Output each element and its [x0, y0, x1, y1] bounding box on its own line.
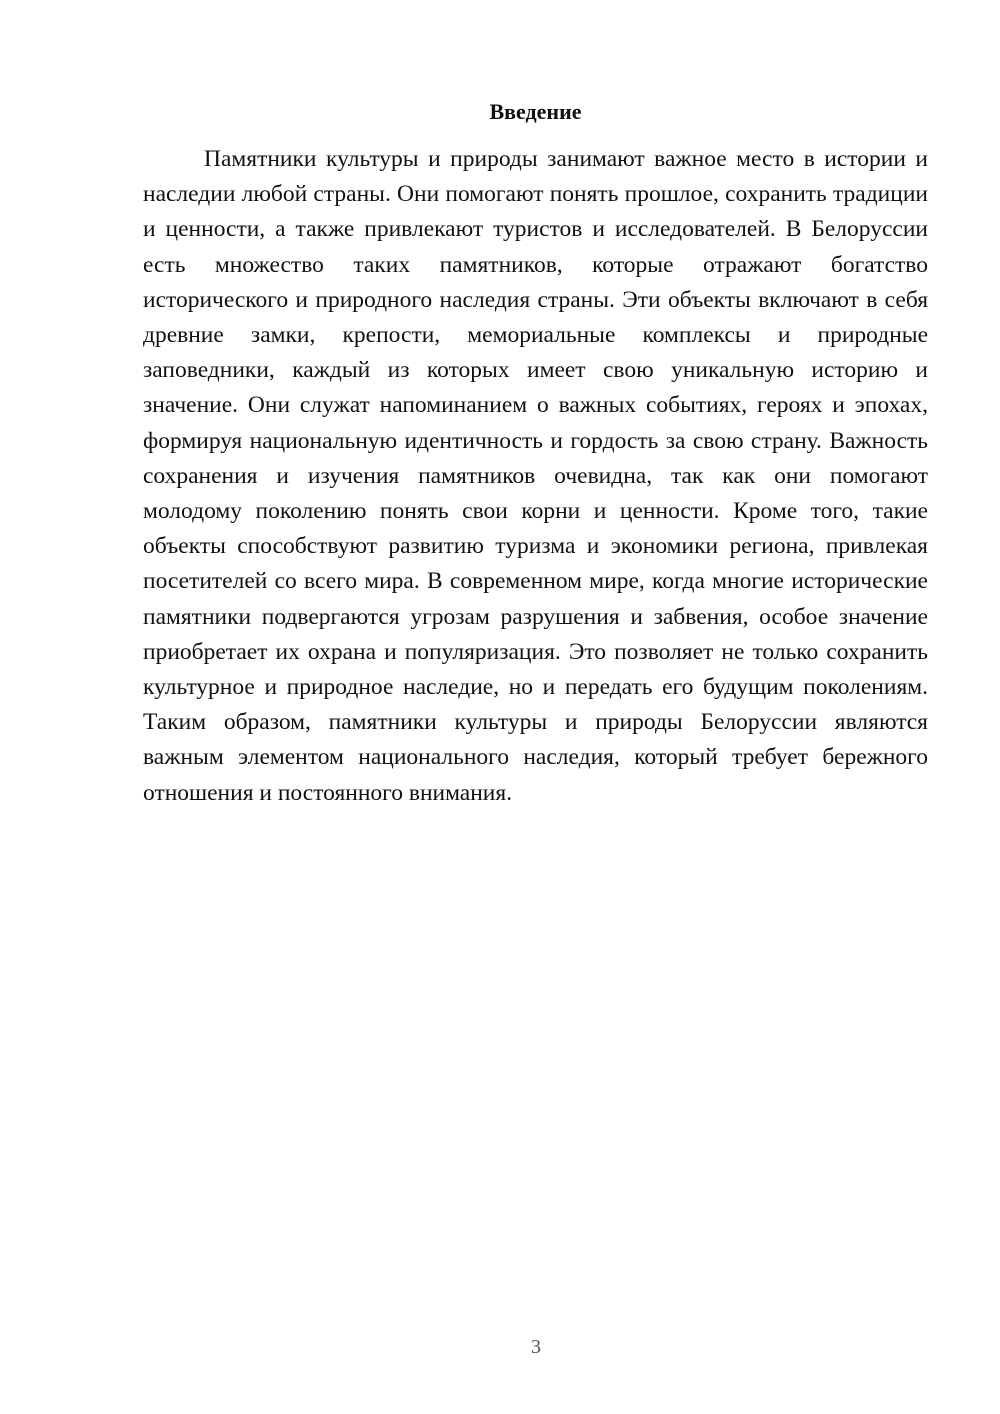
section-heading: Введение	[489, 99, 582, 124]
page-number: 3	[531, 1336, 541, 1358]
intro-paragraph: Памятники культуры и природы занимают важное место в истории и наследии любой страны. Они помогают понять прошлое, сохранить традиции и ценности, а также привлекают туристов и исследователей. В Белоруссии есть множество таких памятников, которые отражают богатство исторического и природного наследия страны. Эти объекты включают в себя древние замки, крепости, мемориальные комплексы и природные заповедники, каждый из которых имеет свою уникальную историю и значение. Они служат напоминанием о важных событиях, героях и эпохах, формируя национальную идентичность и гордость за свою страну. Важность сохранения и изучения памятников очевидна, так как они помогают молодому поколению понять свои корни и ценности. Кроме того, такие объекты способствуют развитию туризма и экономики региона, привлекая посетителей со всего мира. В современном мире, когда многие исторические памятники подвергаются угрозам разрушения и забвения, особое значение приобретает их охрана и популяризация. Это позволяет не только сохранить культурное и природное наследие, но и передать его будущим поколениям. Таким образом, памятники культуры и природы Белоруссии являются важным элементом национального наследия, который требует бережного отношения и постоянного внимания.	[143, 146, 928, 806]
